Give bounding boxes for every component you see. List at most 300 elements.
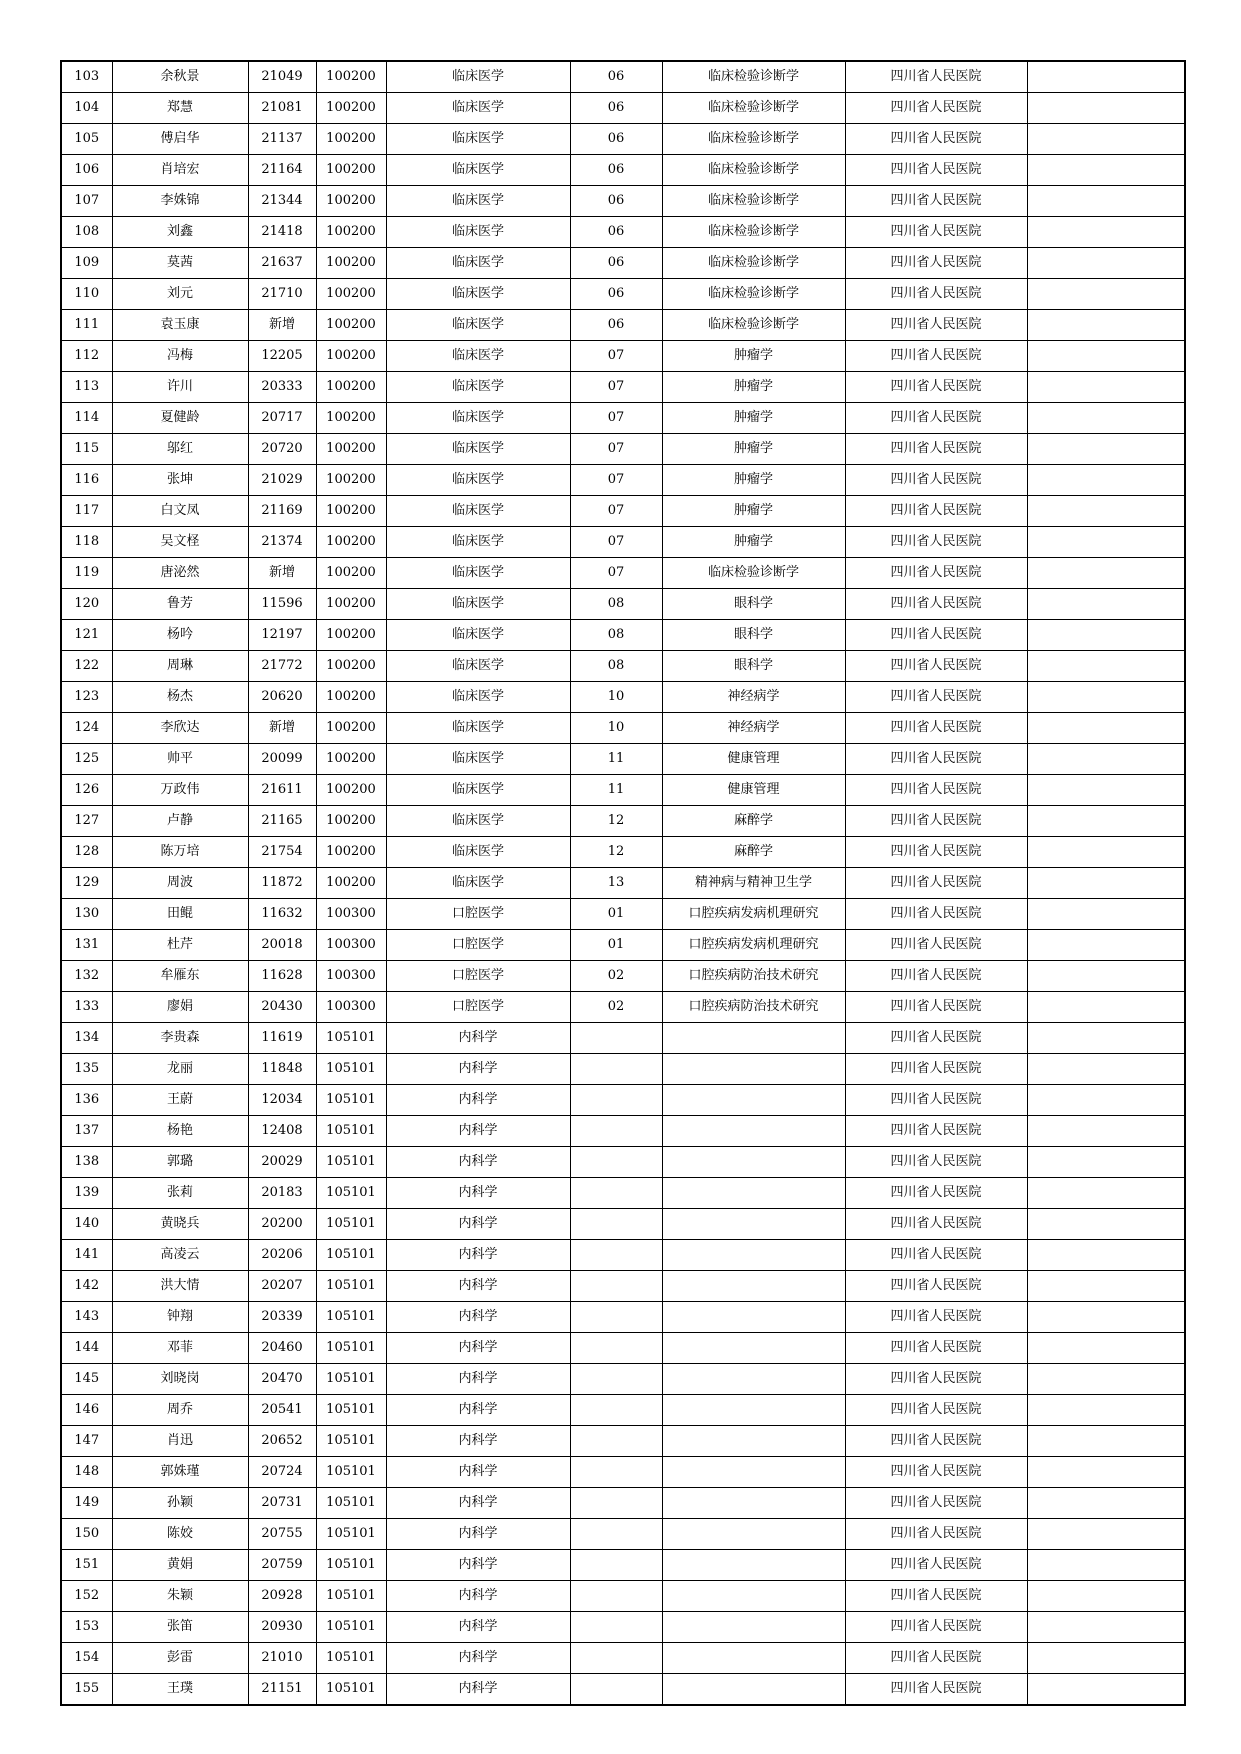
direction-cell: 临床检验诊断学: [662, 217, 845, 248]
institution-cell: 四川省人民医院: [845, 93, 1027, 124]
remark-cell: [1027, 279, 1185, 310]
remark-cell: [1027, 1333, 1185, 1364]
institution-cell: 四川省人民医院: [845, 713, 1027, 744]
direction-cell: 肿瘤学: [662, 341, 845, 372]
id-cell: 21710: [248, 279, 316, 310]
name-cell: 陈姣: [112, 1519, 248, 1550]
name-cell: 洪大情: [112, 1271, 248, 1302]
id-cell: 11632: [248, 899, 316, 930]
id-cell: 20460: [248, 1333, 316, 1364]
discipline-cell: 内科学: [386, 1519, 570, 1550]
direction-cell: [662, 1395, 845, 1426]
name-cell: 彭雷: [112, 1643, 248, 1674]
row-number-cell: 142: [61, 1271, 112, 1302]
name-cell: 张莉: [112, 1178, 248, 1209]
id-cell: 11619: [248, 1023, 316, 1054]
name-cell: 黄晓兵: [112, 1209, 248, 1240]
row-number-cell: 155: [61, 1674, 112, 1706]
table-row: [61, 1426, 1185, 1457]
discipline-cell: 临床医学: [386, 310, 570, 341]
direction-code-cell: 06: [570, 186, 662, 217]
id-cell: 20755: [248, 1519, 316, 1550]
direction-cell: [662, 1116, 845, 1147]
discipline-cell: 临床医学: [386, 61, 570, 93]
discipline-cell: 临床医学: [386, 868, 570, 899]
discipline-cell: 内科学: [386, 1178, 570, 1209]
name-cell: 帅平: [112, 744, 248, 775]
name-cell: 张坤: [112, 465, 248, 496]
direction-code-cell: 02: [570, 992, 662, 1023]
remark-cell: [1027, 527, 1185, 558]
table-row: [61, 589, 1185, 620]
direction-cell: 肿瘤学: [662, 434, 845, 465]
row-number-cell: 128: [61, 837, 112, 868]
discipline-code-cell: 100200: [316, 61, 386, 93]
row-number-cell: 121: [61, 620, 112, 651]
discipline-code-cell: 105101: [316, 1488, 386, 1519]
remark-cell: [1027, 1426, 1185, 1457]
institution-cell: 四川省人民医院: [845, 61, 1027, 93]
institution-cell: 四川省人民医院: [845, 341, 1027, 372]
discipline-code-cell: 100200: [316, 620, 386, 651]
direction-cell: [662, 1581, 845, 1612]
table-row: [61, 868, 1185, 899]
table-row: [61, 1519, 1185, 1550]
discipline-code-cell: 105101: [316, 1333, 386, 1364]
row-number-cell: 109: [61, 248, 112, 279]
table-row: [61, 1271, 1185, 1302]
table-row: [61, 527, 1185, 558]
discipline-cell: 内科学: [386, 1612, 570, 1643]
institution-cell: 四川省人民医院: [845, 992, 1027, 1023]
id-cell: 11848: [248, 1054, 316, 1085]
row-number-cell: 135: [61, 1054, 112, 1085]
institution-cell: 四川省人民医院: [845, 1550, 1027, 1581]
id-cell: 20339: [248, 1302, 316, 1333]
direction-code-cell: [570, 1209, 662, 1240]
institution-cell: 四川省人民医院: [845, 403, 1027, 434]
remark-cell: [1027, 1581, 1185, 1612]
discipline-code-cell: 100200: [316, 651, 386, 682]
direction-code-cell: [570, 1302, 662, 1333]
discipline-cell: 临床医学: [386, 465, 570, 496]
direction-code-cell: [570, 1426, 662, 1457]
table-row: [61, 930, 1185, 961]
remark-cell: [1027, 1364, 1185, 1395]
direction-code-cell: [570, 1488, 662, 1519]
name-cell: 田鲲: [112, 899, 248, 930]
name-cell: 王璞: [112, 1674, 248, 1706]
remark-cell: [1027, 1674, 1185, 1706]
remark-cell: [1027, 1612, 1185, 1643]
table-row: [61, 93, 1185, 124]
table-row: [61, 496, 1185, 527]
direction-code-cell: [570, 1643, 662, 1674]
direction-code-cell: [570, 1519, 662, 1550]
discipline-cell: 临床医学: [386, 837, 570, 868]
row-number-cell: 151: [61, 1550, 112, 1581]
direction-cell: 肿瘤学: [662, 403, 845, 434]
institution-cell: 四川省人民医院: [845, 434, 1027, 465]
direction-code-cell: 07: [570, 558, 662, 589]
direction-cell: [662, 1178, 845, 1209]
direction-code-cell: [570, 1333, 662, 1364]
discipline-cell: 临床医学: [386, 155, 570, 186]
row-number-cell: 104: [61, 93, 112, 124]
table-row: [61, 1240, 1185, 1271]
discipline-code-cell: 100200: [316, 589, 386, 620]
discipline-cell: 临床医学: [386, 248, 570, 279]
table-body: [61, 61, 1185, 1705]
id-cell: 12034: [248, 1085, 316, 1116]
direction-code-cell: [570, 1271, 662, 1302]
discipline-code-cell: 105101: [316, 1581, 386, 1612]
remark-cell: [1027, 186, 1185, 217]
name-cell: 夏健龄: [112, 403, 248, 434]
direction-cell: 临床检验诊断学: [662, 310, 845, 341]
institution-cell: 四川省人民医院: [845, 1457, 1027, 1488]
direction-code-cell: 07: [570, 527, 662, 558]
remark-cell: [1027, 558, 1185, 589]
table-row: [61, 1116, 1185, 1147]
remark-cell: [1027, 1643, 1185, 1674]
id-cell: 新增: [248, 558, 316, 589]
remark-cell: [1027, 682, 1185, 713]
direction-code-cell: 07: [570, 341, 662, 372]
direction-cell: 眼科学: [662, 589, 845, 620]
id-cell: 21754: [248, 837, 316, 868]
row-number-cell: 152: [61, 1581, 112, 1612]
discipline-code-cell: 100200: [316, 496, 386, 527]
row-number-cell: 127: [61, 806, 112, 837]
direction-cell: 临床检验诊断学: [662, 186, 845, 217]
table-row: [61, 217, 1185, 248]
id-cell: 20018: [248, 930, 316, 961]
discipline-cell: 口腔医学: [386, 930, 570, 961]
id-cell: 21029: [248, 465, 316, 496]
remark-cell: [1027, 434, 1185, 465]
remark-cell: [1027, 403, 1185, 434]
discipline-cell: 内科学: [386, 1457, 570, 1488]
institution-cell: 四川省人民医院: [845, 899, 1027, 930]
remark-cell: [1027, 744, 1185, 775]
remark-cell: [1027, 713, 1185, 744]
name-cell: 牟雁东: [112, 961, 248, 992]
table-row: [61, 1054, 1185, 1085]
row-number-cell: 124: [61, 713, 112, 744]
table-row: [61, 1488, 1185, 1519]
name-cell: 卢静: [112, 806, 248, 837]
table-row: [61, 1643, 1185, 1674]
institution-cell: 四川省人民医院: [845, 1178, 1027, 1209]
remark-cell: [1027, 837, 1185, 868]
table-row: [61, 403, 1185, 434]
discipline-code-cell: 100200: [316, 527, 386, 558]
name-cell: 周波: [112, 868, 248, 899]
table-row: [61, 465, 1185, 496]
discipline-cell: 临床医学: [386, 434, 570, 465]
row-number-cell: 120: [61, 589, 112, 620]
discipline-cell: 临床医学: [386, 403, 570, 434]
institution-cell: 四川省人民医院: [845, 496, 1027, 527]
id-cell: 20720: [248, 434, 316, 465]
remark-cell: [1027, 806, 1185, 837]
discipline-code-cell: 100200: [316, 248, 386, 279]
id-cell: 20731: [248, 1488, 316, 1519]
direction-code-cell: 07: [570, 403, 662, 434]
row-number-cell: 118: [61, 527, 112, 558]
direction-code-cell: [570, 1240, 662, 1271]
table-row: [61, 61, 1185, 93]
id-cell: 20928: [248, 1581, 316, 1612]
direction-code-cell: [570, 1054, 662, 1085]
remark-cell: [1027, 1457, 1185, 1488]
table-row: [61, 961, 1185, 992]
id-cell: 20200: [248, 1209, 316, 1240]
direction-cell: 肿瘤学: [662, 372, 845, 403]
row-number-cell: 126: [61, 775, 112, 806]
direction-code-cell: [570, 1395, 662, 1426]
discipline-cell: 内科学: [386, 1364, 570, 1395]
discipline-code-cell: 105101: [316, 1116, 386, 1147]
row-number-cell: 148: [61, 1457, 112, 1488]
discipline-code-cell: 100200: [316, 186, 386, 217]
row-number-cell: 106: [61, 155, 112, 186]
discipline-code-cell: 100300: [316, 961, 386, 992]
direction-cell: 临床检验诊断学: [662, 93, 845, 124]
row-number-cell: 112: [61, 341, 112, 372]
row-number-cell: 150: [61, 1519, 112, 1550]
discipline-cell: 临床医学: [386, 93, 570, 124]
direction-code-cell: [570, 1550, 662, 1581]
direction-cell: 口腔疾病防治技术研究: [662, 992, 845, 1023]
row-number-cell: 134: [61, 1023, 112, 1054]
table-row: [61, 899, 1185, 930]
discipline-code-cell: 100200: [316, 93, 386, 124]
table-row: [61, 775, 1185, 806]
name-cell: 高凌云: [112, 1240, 248, 1271]
id-cell: 21374: [248, 527, 316, 558]
table-row: [61, 341, 1185, 372]
name-cell: 刘元: [112, 279, 248, 310]
name-cell: 朱颖: [112, 1581, 248, 1612]
row-number-cell: 114: [61, 403, 112, 434]
direction-cell: [662, 1302, 845, 1333]
discipline-cell: 内科学: [386, 1581, 570, 1612]
id-cell: 20724: [248, 1457, 316, 1488]
row-number-cell: 125: [61, 744, 112, 775]
discipline-cell: 临床医学: [386, 496, 570, 527]
discipline-cell: 口腔医学: [386, 899, 570, 930]
institution-cell: 四川省人民医院: [845, 1147, 1027, 1178]
id-cell: 21637: [248, 248, 316, 279]
id-cell: 21137: [248, 124, 316, 155]
discipline-cell: 临床医学: [386, 744, 570, 775]
data-table: [60, 60, 1186, 1706]
row-number-cell: 132: [61, 961, 112, 992]
discipline-cell: 临床医学: [386, 558, 570, 589]
direction-cell: [662, 1519, 845, 1550]
row-number-cell: 130: [61, 899, 112, 930]
row-number-cell: 136: [61, 1085, 112, 1116]
discipline-code-cell: 100200: [316, 868, 386, 899]
row-number-cell: 119: [61, 558, 112, 589]
row-number-cell: 153: [61, 1612, 112, 1643]
row-number-cell: 139: [61, 1178, 112, 1209]
row-number-cell: 129: [61, 868, 112, 899]
row-number-cell: 137: [61, 1116, 112, 1147]
id-cell: 21164: [248, 155, 316, 186]
institution-cell: 四川省人民医院: [845, 186, 1027, 217]
table-row: [61, 558, 1185, 589]
row-number-cell: 144: [61, 1333, 112, 1364]
table-row: [61, 992, 1185, 1023]
row-number-cell: 107: [61, 186, 112, 217]
discipline-cell: 内科学: [386, 1426, 570, 1457]
name-cell: 孙颖: [112, 1488, 248, 1519]
discipline-cell: 临床医学: [386, 341, 570, 372]
direction-cell: [662, 1085, 845, 1116]
discipline-code-cell: 105101: [316, 1054, 386, 1085]
direction-cell: [662, 1612, 845, 1643]
name-cell: 刘鑫: [112, 217, 248, 248]
discipline-code-cell: 105101: [316, 1612, 386, 1643]
direction-cell: [662, 1271, 845, 1302]
discipline-code-cell: 105101: [316, 1643, 386, 1674]
direction-cell: 麻醉学: [662, 837, 845, 868]
name-cell: 杨艳: [112, 1116, 248, 1147]
discipline-code-cell: 100200: [316, 124, 386, 155]
remark-cell: [1027, 61, 1185, 93]
name-cell: 周乔: [112, 1395, 248, 1426]
direction-cell: 口腔疾病防治技术研究: [662, 961, 845, 992]
institution-cell: 四川省人民医院: [845, 1116, 1027, 1147]
institution-cell: 四川省人民医院: [845, 651, 1027, 682]
remark-cell: [1027, 496, 1185, 527]
discipline-cell: 内科学: [386, 1116, 570, 1147]
discipline-cell: 临床医学: [386, 682, 570, 713]
discipline-cell: 内科学: [386, 1023, 570, 1054]
table-row: [61, 651, 1185, 682]
table-row: [61, 744, 1185, 775]
name-cell: 傅启华: [112, 124, 248, 155]
direction-code-cell: 07: [570, 496, 662, 527]
direction-code-cell: 06: [570, 248, 662, 279]
discipline-code-cell: 105101: [316, 1085, 386, 1116]
direction-code-cell: [570, 1023, 662, 1054]
remark-cell: [1027, 1209, 1185, 1240]
institution-cell: 四川省人民医院: [845, 1240, 1027, 1271]
direction-code-cell: [570, 1178, 662, 1209]
discipline-cell: 内科学: [386, 1085, 570, 1116]
name-cell: 杜芹: [112, 930, 248, 961]
direction-code-cell: 06: [570, 279, 662, 310]
id-cell: 20183: [248, 1178, 316, 1209]
row-number-cell: 113: [61, 372, 112, 403]
remark-cell: [1027, 155, 1185, 186]
direction-code-cell: 12: [570, 806, 662, 837]
direction-cell: [662, 1023, 845, 1054]
direction-cell: [662, 1488, 845, 1519]
remark-cell: [1027, 341, 1185, 372]
institution-cell: 四川省人民医院: [845, 806, 1027, 837]
institution-cell: 四川省人民医院: [845, 1364, 1027, 1395]
direction-code-cell: 07: [570, 372, 662, 403]
institution-cell: 四川省人民医院: [845, 930, 1027, 961]
remark-cell: [1027, 1085, 1185, 1116]
direction-cell: 健康管理: [662, 744, 845, 775]
direction-cell: [662, 1240, 845, 1271]
name-cell: 许川: [112, 372, 248, 403]
remark-cell: [1027, 1395, 1185, 1426]
id-cell: 11628: [248, 961, 316, 992]
institution-cell: 四川省人民医院: [845, 558, 1027, 589]
discipline-code-cell: 105101: [316, 1023, 386, 1054]
row-number-cell: 122: [61, 651, 112, 682]
id-cell: 20541: [248, 1395, 316, 1426]
discipline-cell: 临床医学: [386, 279, 570, 310]
remark-cell: [1027, 1054, 1185, 1085]
direction-cell: 精神病与精神卫生学: [662, 868, 845, 899]
direction-cell: 临床检验诊断学: [662, 155, 845, 186]
discipline-code-cell: 105101: [316, 1271, 386, 1302]
discipline-cell: 口腔医学: [386, 961, 570, 992]
name-cell: 吴文柽: [112, 527, 248, 558]
discipline-code-cell: 100200: [316, 837, 386, 868]
table-row: [61, 372, 1185, 403]
row-number-cell: 143: [61, 1302, 112, 1333]
name-cell: 袁玉康: [112, 310, 248, 341]
id-cell: 21344: [248, 186, 316, 217]
discipline-cell: 临床医学: [386, 217, 570, 248]
discipline-cell: 临床医学: [386, 806, 570, 837]
direction-code-cell: 11: [570, 744, 662, 775]
direction-cell: 临床检验诊断学: [662, 124, 845, 155]
id-cell: 新增: [248, 310, 316, 341]
direction-cell: 神经病学: [662, 682, 845, 713]
id-cell: 12408: [248, 1116, 316, 1147]
id-cell: 20930: [248, 1612, 316, 1643]
name-cell: 郭璐: [112, 1147, 248, 1178]
discipline-cell: 内科学: [386, 1333, 570, 1364]
name-cell: 郑慧: [112, 93, 248, 124]
remark-cell: [1027, 372, 1185, 403]
institution-cell: 四川省人民医院: [845, 217, 1027, 248]
id-cell: 21165: [248, 806, 316, 837]
table-row: [61, 434, 1185, 465]
table-row: [61, 1364, 1185, 1395]
institution-cell: 四川省人民医院: [845, 1581, 1027, 1612]
id-cell: 21611: [248, 775, 316, 806]
name-cell: 张笛: [112, 1612, 248, 1643]
table-row: [61, 1550, 1185, 1581]
remark-cell: [1027, 620, 1185, 651]
direction-cell: [662, 1147, 845, 1178]
institution-cell: 四川省人民医院: [845, 1302, 1027, 1333]
id-cell: 20099: [248, 744, 316, 775]
remark-cell: [1027, 1550, 1185, 1581]
direction-cell: 临床检验诊断学: [662, 558, 845, 589]
remark-cell: [1027, 930, 1185, 961]
table-row: [61, 1209, 1185, 1240]
remark-cell: [1027, 310, 1185, 341]
table-row: [61, 806, 1185, 837]
direction-cell: [662, 1674, 845, 1706]
institution-cell: 四川省人民医院: [845, 1023, 1027, 1054]
discipline-cell: 内科学: [386, 1550, 570, 1581]
name-cell: 冯梅: [112, 341, 248, 372]
remark-cell: [1027, 217, 1185, 248]
